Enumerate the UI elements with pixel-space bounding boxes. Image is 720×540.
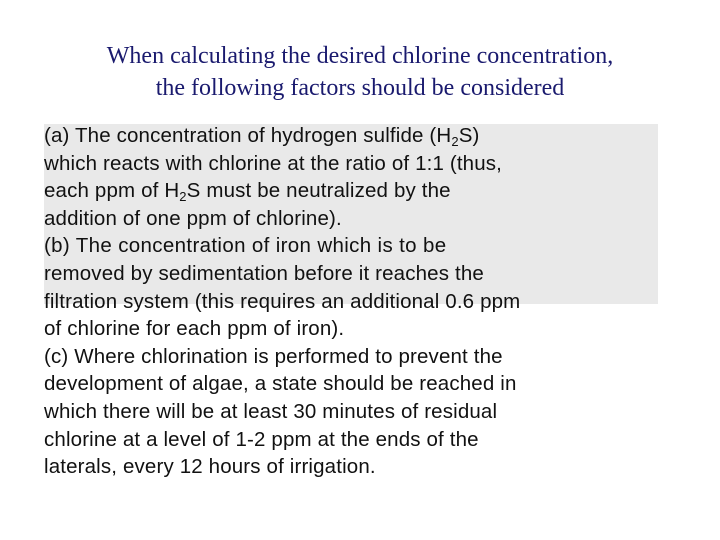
factor-c-line-3: which there will be at least 30 minutes of residual [44, 399, 498, 423]
factor-c-line-2: development of algae, a state should be reached in [44, 372, 517, 396]
scanned-text-block [44, 122, 664, 481]
factor-a-line-2: which reacts with chlorine at the ratio of 1:1 (thus, [44, 151, 503, 175]
factor-b-line-4: of chlorine for each ppm of iron). [44, 317, 345, 341]
slide-title [40, 40, 680, 104]
factor-c-line-1: (c) Where chlorination is performed to prevent the [44, 344, 503, 368]
factor-a [44, 122, 664, 232]
factor-b [44, 232, 664, 342]
factor-b-line-1: (b) The concentration of iron which is to be [44, 234, 447, 258]
factor-b-line-3: filtration system (this requires an additional 0.6 ppm [44, 289, 521, 313]
title-line-2: the following factors should be considered [155, 75, 565, 101]
factor-a-line-3: each ppm of $H_2S$ must be neutralized by the [44, 179, 451, 205]
factor-a-line-1: (a) The concentration of hydrogen sulfide $(H_2S)$ [44, 124, 480, 149]
title-line-1: When calculating the desired chlorine concentration, [106, 43, 614, 69]
factor-c [44, 343, 664, 481]
factor-b-line-2: removed by sedimentation before it reaches the [44, 261, 484, 285]
factor-c-line-5: laterals, every 12 hours of irrigation. [44, 455, 376, 479]
factor-a-line-4: addition of one ppm of chlorine). [44, 206, 342, 230]
factor-c-line-4: chlorine at a level of 1-2 ppm at the ends of the [44, 427, 479, 451]
